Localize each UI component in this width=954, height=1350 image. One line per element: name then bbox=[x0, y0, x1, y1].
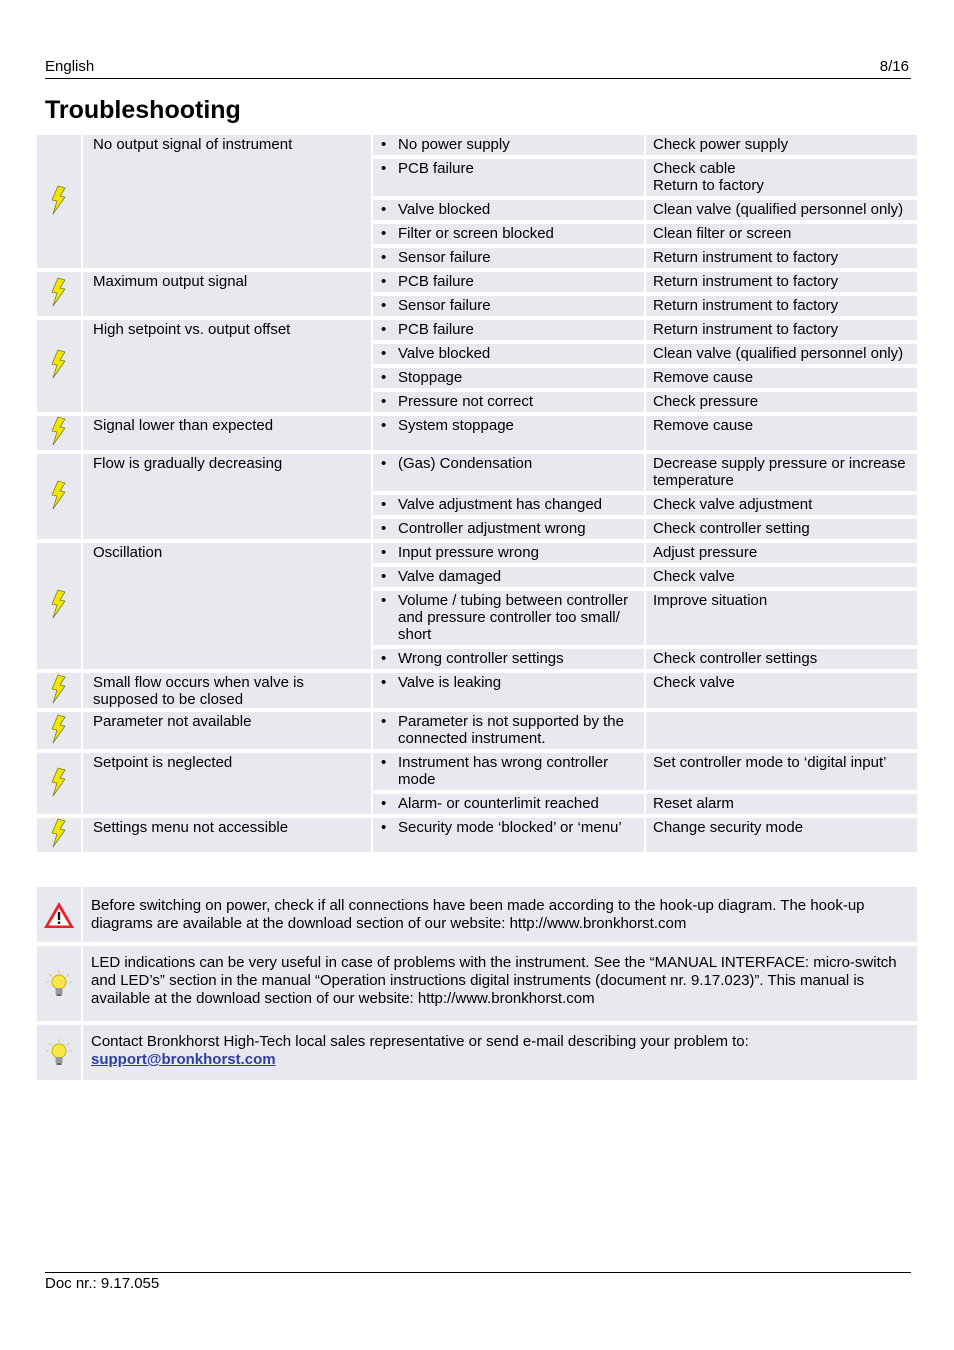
action-cell: Check cable Return to factory bbox=[646, 159, 917, 196]
table-row bbox=[37, 753, 917, 790]
cause-text: PCB failure bbox=[398, 321, 474, 338]
cause-cell bbox=[373, 454, 646, 491]
problem-cell: No output signal of instrument bbox=[83, 135, 373, 268]
warning-bolt-cell bbox=[37, 320, 83, 412]
warning-bolt-cell bbox=[37, 712, 83, 749]
cause-cell bbox=[373, 649, 646, 669]
language-label: English bbox=[45, 58, 95, 75]
action-cell: Return instrument to factory bbox=[646, 248, 917, 268]
bullet-icon: • bbox=[381, 345, 387, 362]
table-row bbox=[37, 416, 917, 450]
cause-text: Volume / tubing between controller and pressure controller too small/ short bbox=[398, 592, 629, 643]
cause-cell bbox=[373, 248, 646, 268]
warning-text: Before switching on power, check if all connections have been made according to the hook-up diagram. The hook-up diagrams are available at the download section of our website: http://www.bronkhorst.com bbox=[91, 897, 865, 932]
warning-bolt-cell bbox=[37, 454, 83, 539]
bullet-icon: • bbox=[381, 592, 387, 609]
cause-cell bbox=[373, 416, 646, 450]
cause-cell bbox=[373, 794, 646, 814]
cause-cell bbox=[373, 567, 646, 587]
page-header bbox=[45, 57, 911, 79]
cause-cell bbox=[373, 519, 646, 539]
action-cell: Check valve bbox=[646, 567, 917, 587]
cause-text: Input pressure wrong bbox=[398, 544, 539, 561]
table-row bbox=[37, 712, 917, 749]
action-cell: Set controller mode to ‘digital input’ bbox=[646, 753, 917, 790]
lightbulb-icon bbox=[37, 946, 83, 1021]
bullet-icon: • bbox=[381, 273, 387, 290]
cause-text: Valve adjustment has changed bbox=[398, 496, 603, 513]
doc-number: Doc nr.: 9.17.055 bbox=[45, 1275, 160, 1292]
bullet-icon: • bbox=[381, 321, 387, 338]
bullet-icon: • bbox=[381, 297, 387, 314]
lightbulb-icon bbox=[37, 1025, 83, 1080]
bullet-icon: • bbox=[381, 819, 387, 836]
action-cell: Return instrument to factory bbox=[646, 296, 917, 316]
page-title: Troubleshooting bbox=[45, 96, 241, 124]
action-cell: Check power supply bbox=[646, 135, 917, 155]
problem-cell: Maximum output signal bbox=[83, 272, 373, 316]
warning-bolt-cell bbox=[37, 818, 83, 852]
cause-cell bbox=[373, 712, 646, 749]
page-footer bbox=[45, 1272, 911, 1292]
action-cell: Decrease supply pressure or increase temperature bbox=[646, 454, 917, 491]
support-email-link[interactable]: support@bronkhorst.com bbox=[91, 1051, 276, 1068]
table-row bbox=[37, 135, 917, 155]
cause-text: Alarm- or counterlimit reached bbox=[398, 795, 599, 812]
lightning-bolt-icon bbox=[48, 277, 70, 311]
warning-icon bbox=[37, 887, 83, 942]
contact-text: Contact Bronkhorst High-Tech local sales representative or send e-mail describing your problem to: bbox=[91, 1033, 749, 1050]
bullet-icon: • bbox=[381, 201, 387, 218]
action-cell: Check valve bbox=[646, 673, 917, 708]
cause-cell bbox=[373, 673, 646, 708]
contact-text-block bbox=[83, 1025, 757, 1080]
cause-text: Stoppage bbox=[398, 369, 463, 386]
action-cell: Remove cause bbox=[646, 416, 917, 450]
cause-text: PCB failure bbox=[398, 160, 474, 177]
lightning-bolt-icon bbox=[48, 674, 70, 708]
bullet-icon: • bbox=[381, 417, 387, 434]
action-cell: Clean valve (qualified personnel only) bbox=[646, 344, 917, 364]
cause-cell bbox=[373, 392, 646, 412]
cause-cell bbox=[373, 753, 646, 790]
problem-cell: High setpoint vs. output offset bbox=[83, 320, 373, 412]
cause-text: No power supply bbox=[398, 136, 510, 153]
cause-cell bbox=[373, 495, 646, 515]
cause-text: Instrument has wrong controller mode bbox=[398, 754, 609, 788]
cause-cell bbox=[373, 224, 646, 244]
cause-cell bbox=[373, 320, 646, 340]
bullet-icon: • bbox=[381, 369, 387, 386]
cause-text: Valve blocked bbox=[398, 345, 491, 362]
action-cell: Check pressure bbox=[646, 392, 917, 412]
problem-cell: Parameter not available bbox=[83, 712, 373, 749]
table-row bbox=[37, 272, 917, 292]
cause-cell bbox=[373, 368, 646, 388]
led-text: LED indications can be very useful in case of problems with the instrument. See the “MANUAL INTERFACE: micro-switch and LED’s” section in the manual “Operation instructions digital instruments (document nr. 9.17.023)”. This manual is available at the download section of our website: http://www.bronkhorst.com bbox=[91, 954, 897, 1007]
bullet-icon: • bbox=[381, 650, 387, 667]
action-cell: Clean filter or screen bbox=[646, 224, 917, 244]
action-cell bbox=[646, 712, 917, 749]
action-cell: Remove cause bbox=[646, 368, 917, 388]
cause-text: Controller adjustment wrong bbox=[398, 520, 586, 537]
cause-text: System stoppage bbox=[398, 417, 514, 434]
table-row bbox=[37, 818, 917, 852]
lightning-bolt-icon bbox=[48, 185, 70, 219]
warning-bolt-cell bbox=[37, 135, 83, 268]
cause-text: (Gas) Condensation bbox=[398, 455, 533, 472]
cause-text: Valve damaged bbox=[398, 568, 502, 585]
cause-cell bbox=[373, 272, 646, 292]
action-cell: Check controller setting bbox=[646, 519, 917, 539]
cause-cell bbox=[373, 591, 646, 645]
bullet-icon: • bbox=[381, 225, 387, 242]
lightning-bolt-icon bbox=[48, 818, 70, 852]
table-row bbox=[37, 543, 917, 563]
warning-note bbox=[37, 887, 917, 942]
table-row bbox=[37, 320, 917, 340]
action-cell: Adjust pressure bbox=[646, 543, 917, 563]
problem-cell: Flow is gradually decreasing bbox=[83, 454, 373, 539]
cause-text: Parameter is not supported by the connected instrument. bbox=[398, 713, 624, 747]
cause-text: Sensor failure bbox=[398, 249, 491, 266]
cause-text: Valve is leaking bbox=[398, 674, 502, 691]
action-cell: Reset alarm bbox=[646, 794, 917, 814]
problem-cell: Setpoint is neglected bbox=[83, 753, 373, 814]
bullet-icon: • bbox=[381, 754, 387, 771]
contact-note bbox=[37, 1025, 917, 1080]
warning-bolt-cell bbox=[37, 416, 83, 450]
led-note bbox=[37, 946, 917, 1021]
cause-cell bbox=[373, 296, 646, 316]
action-cell: Return instrument to factory bbox=[646, 320, 917, 340]
cause-cell bbox=[373, 818, 646, 852]
lightning-bolt-icon bbox=[48, 349, 70, 383]
troubleshooting-table bbox=[37, 131, 917, 856]
bullet-icon: • bbox=[381, 520, 387, 537]
cause-cell bbox=[373, 135, 646, 155]
problem-cell: Oscillation bbox=[83, 543, 373, 669]
table-row bbox=[37, 673, 917, 708]
action-cell: Improve situation bbox=[646, 591, 917, 645]
action-cell: Check controller settings bbox=[646, 649, 917, 669]
cause-cell bbox=[373, 543, 646, 563]
lightning-bolt-icon bbox=[48, 589, 70, 623]
bullet-icon: • bbox=[381, 795, 387, 812]
cause-cell bbox=[373, 200, 646, 220]
action-cell: Return instrument to factory bbox=[646, 272, 917, 292]
bullet-icon: • bbox=[381, 136, 387, 153]
cause-text: Pressure not correct bbox=[398, 393, 534, 410]
problem-cell: Settings menu not accessible bbox=[83, 818, 373, 852]
lightning-bolt-icon bbox=[48, 767, 70, 801]
bullet-icon: • bbox=[381, 713, 387, 730]
action-cell: Change security mode bbox=[646, 818, 917, 852]
bullet-icon: • bbox=[381, 160, 387, 177]
problem-cell: Small flow occurs when valve is supposed to be closed bbox=[83, 673, 373, 708]
cause-cell bbox=[373, 159, 646, 196]
bullet-icon: • bbox=[381, 544, 387, 561]
warning-bolt-cell bbox=[37, 272, 83, 316]
table-row bbox=[37, 454, 917, 491]
cause-text: PCB failure bbox=[398, 273, 474, 290]
warning-bolt-cell bbox=[37, 543, 83, 669]
page-number: 8/16 bbox=[879, 58, 909, 75]
bullet-icon: • bbox=[381, 249, 387, 266]
bullet-icon: • bbox=[381, 674, 387, 691]
cause-text: Filter or screen blocked bbox=[398, 225, 554, 242]
warning-bolt-cell bbox=[37, 753, 83, 814]
bullet-icon: • bbox=[381, 496, 387, 513]
lightning-bolt-icon bbox=[48, 714, 70, 748]
action-cell: Check valve adjustment bbox=[646, 495, 917, 515]
lightning-bolt-icon bbox=[48, 480, 70, 514]
bullet-icon: • bbox=[381, 568, 387, 585]
problem-cell: Signal lower than expected bbox=[83, 416, 373, 450]
action-cell: Clean valve (qualified personnel only) bbox=[646, 200, 917, 220]
cause-text: Security mode ‘blocked’ or ‘menu’ bbox=[398, 819, 622, 836]
cause-text: Valve blocked bbox=[398, 201, 491, 218]
cause-text: Sensor failure bbox=[398, 297, 491, 314]
lightning-bolt-icon bbox=[48, 416, 70, 450]
warning-bolt-cell bbox=[37, 673, 83, 708]
bullet-icon: • bbox=[381, 393, 387, 410]
bullet-icon: • bbox=[381, 455, 387, 472]
cause-text: Wrong controller settings bbox=[398, 650, 564, 667]
cause-cell bbox=[373, 344, 646, 364]
